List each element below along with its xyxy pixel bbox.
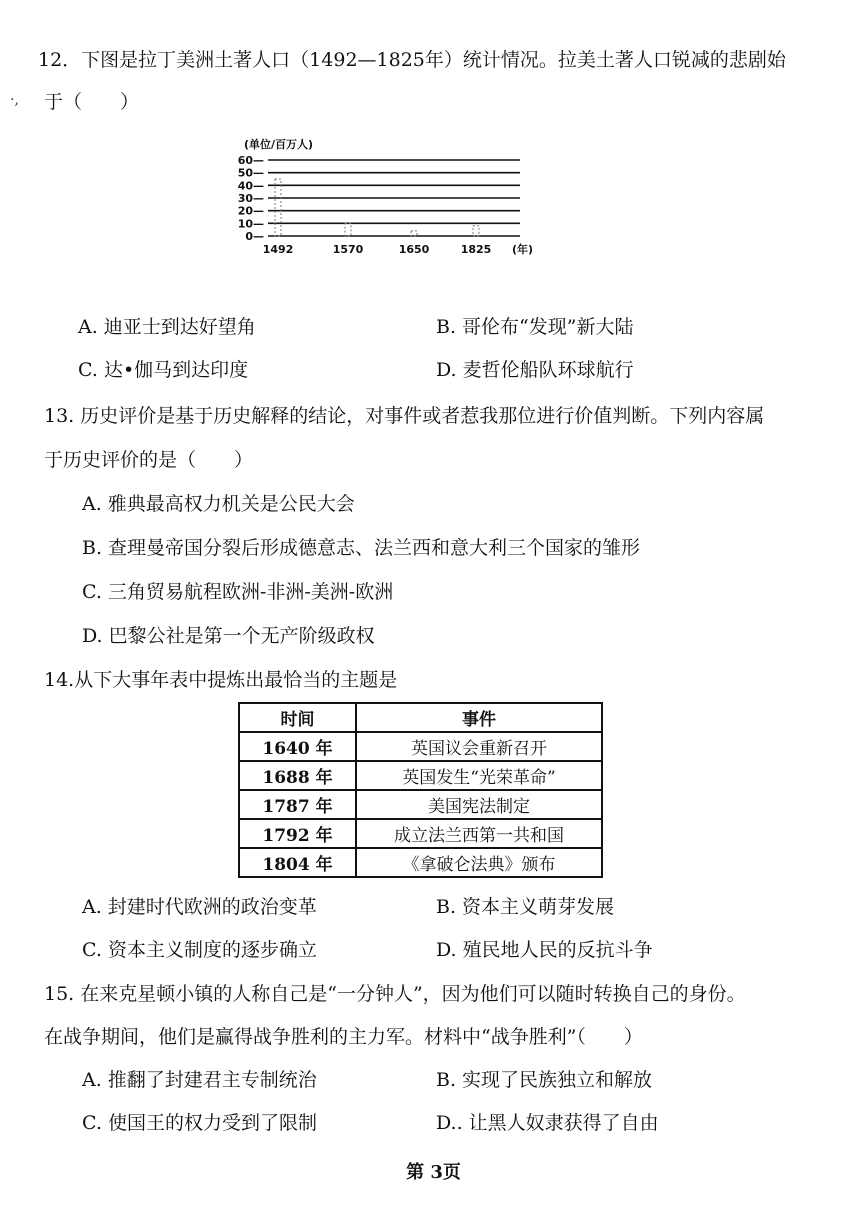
table-row [239, 790, 602, 819]
table-cell-event: 英国发生“光荣革命” [356, 761, 602, 790]
table-cell-year: 1787 年 [239, 790, 356, 819]
table-row [239, 819, 602, 848]
events-timeline-table [238, 702, 603, 878]
q15-option-a[interactable]: A. 推翻了封建君主专制统治 [82, 1069, 317, 1091]
question-12-stem-line2: 于（ ） [44, 91, 140, 113]
chart-x-tick-label: 1825 [460, 243, 492, 256]
q13-option-d[interactable]: D. 巴黎公社是第一个无产阶级政权 [82, 625, 375, 647]
q14-option-d[interactable]: D. 殖民地人民的反抗斗争 [436, 939, 653, 961]
table-cell-event: 成立法兰西第一共和国 [356, 819, 602, 848]
chart-bar [473, 226, 479, 236]
table-cell-event: 英国议会重新召开 [356, 732, 602, 761]
q14-option-a[interactable]: A. 封建时代欧洲的政治变革 [82, 896, 317, 918]
q12-option-a[interactable]: A. 迪亚士到达好望角 [78, 316, 256, 338]
question-15-stem-line1: 15. 在来克星顿小镇的人称自己是“一分钟人”，因为他们可以随时转换自己的身份。 [44, 983, 746, 1005]
q14-option-c[interactable]: C. 资本主义制度的逐步确立 [82, 939, 317, 961]
q13-option-b[interactable]: B. 查理曼帝国分裂后形成德意志、法兰西和意大利三个国家的雏形 [82, 537, 641, 559]
q14-option-b[interactable]: B. 资本主义萌芽发展 [436, 896, 615, 918]
population-chart [236, 132, 536, 262]
q12-option-c[interactable]: C. 达•伽马到达印度 [78, 359, 249, 381]
page-number: 第 3页 [406, 1162, 461, 1183]
chart-x-tick-label: 1650 [398, 243, 430, 256]
table-row [239, 732, 602, 761]
question-13-stem-line2: 于历史评价的是（ ） [44, 449, 254, 471]
chart-x-tick-label: 1570 [332, 243, 364, 256]
q15-option-d[interactable]: D.. 让黑人奴隶获得了自由 [436, 1112, 659, 1134]
chart-x-axis-label: (年) [512, 243, 534, 256]
table-cell-year: 1804 年 [239, 848, 356, 877]
table-header-time: 时间 [239, 703, 356, 732]
q13-option-a[interactable]: A. 雅典最高权力机关是公民大会 [82, 493, 355, 515]
chart-y-tick-label: 50— [237, 166, 264, 180]
q15-option-b[interactable]: B. 实现了民族独立和解放 [436, 1069, 653, 1091]
chart-y-tick-label: 30— [237, 192, 264, 205]
chart-y-tick-label: 60— [237, 154, 264, 167]
margin-mark: ·, [10, 92, 19, 108]
chart-title: (单位/百万人) [244, 138, 314, 151]
population-chart-svg [236, 132, 536, 262]
q12-option-d[interactable]: D. 麦哲伦船队环球航行 [436, 359, 634, 381]
question-13-stem-line1: 13. 历史评价是基于历史解释的结论，对事件或者惹我那位进行价值判断。下列内容属 [44, 405, 765, 427]
q12-option-b[interactable]: B. 哥伦布“发现”新大陆 [436, 316, 634, 338]
chart-y-tick-label: 40— [237, 179, 264, 193]
chart-bar [275, 179, 281, 236]
table-header-row [239, 703, 602, 732]
table-header-event: 事件 [356, 703, 602, 732]
table-cell-event: 《拿破仑法典》颁布 [356, 848, 602, 877]
table-row [239, 848, 602, 877]
chart-x-tick-label: 1492 [262, 243, 294, 256]
table-row [239, 761, 602, 790]
table-cell-year: 1640 年 [239, 732, 356, 761]
chart-y-tick-label: 10— [237, 217, 264, 231]
chart-y-tick-label: 0— [245, 230, 264, 243]
chart-bar [345, 223, 351, 236]
question-14-stem: 14.从下大事年表中提炼出最恰当的主题是 [44, 669, 398, 691]
table-cell-year: 1792 年 [239, 819, 356, 848]
question-15-stem-line2: 在战争期间，他们是赢得战争胜利的主力军。材料中“战争胜利”（ ） [44, 1026, 643, 1048]
table-cell-year: 1688 年 [239, 761, 356, 790]
table-cell-event: 美国宪法制定 [356, 790, 602, 819]
question-12-stem-line1: 12．下图是拉丁美洲土著人口（1492—1825年）统计情况。拉美土著人口锐减的悲剧始 [38, 49, 786, 71]
q15-option-c[interactable]: C. 使国王的权力受到了限制 [82, 1112, 317, 1134]
q13-option-c[interactable]: C. 三角贸易航程欧洲-非洲-美洲-欧洲 [82, 581, 394, 603]
chart-y-tick-label: 20— [237, 204, 264, 218]
